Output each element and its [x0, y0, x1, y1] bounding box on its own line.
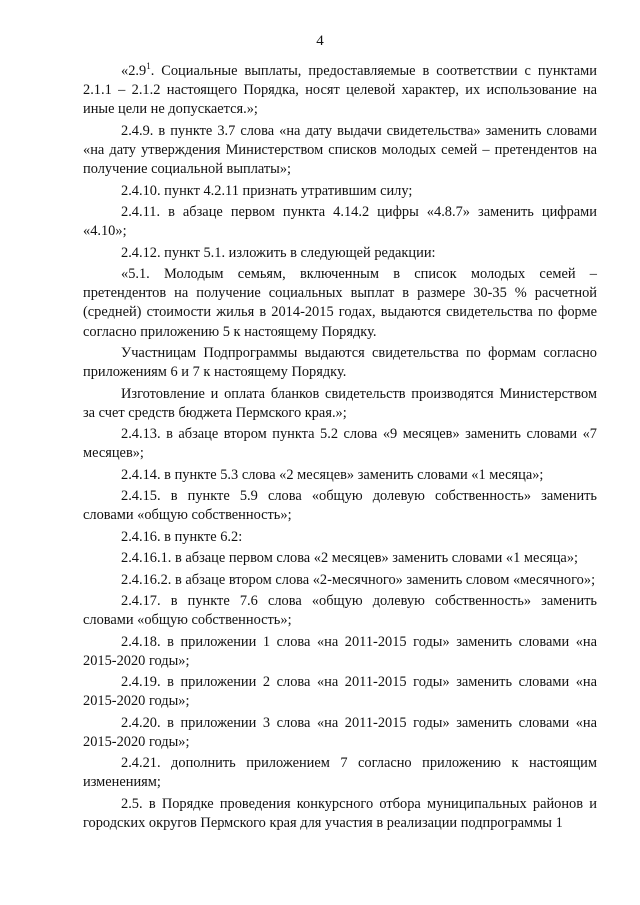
paragraph-2-4-16: 2.4.16. в пункте 6.2: — [121, 528, 243, 545]
paragraph-2-4-19: 2.4.19. в приложении 2 слова «на 2011-2015 годы» заменить словами «на 2015-2020 годы»; — [83, 674, 597, 710]
paragraph-2-4-13: 2.4.13. в абзаце втором пункта 5.2 слова «9 месяцев» заменить словами «7 месяцев»; — [83, 426, 597, 462]
paragraph-2-4-21: 2.4.21. дополнить приложением 7 согласно приложению к настоящим изменениям; — [83, 755, 597, 791]
paragraph-blanks: Изготовление и оплата бланков свидетельств производятся Министерством за счет средств бюджета Пермского края.»; — [83, 385, 597, 421]
paragraph-2-4-17: 2.4.17. в пункте 7.6 слова «общую долевую собственность» заменить словами «общую собственность»; — [83, 592, 597, 629]
paragraph-2-4-10: 2.4.10. пункт 4.2.11 признать утратившим силу; — [121, 182, 413, 199]
document-body — [83, 62, 597, 835]
paragraph-2-4-14: 2.4.14. в пункте 5.3 слова «2 месяцев» заменить словами «1 месяца»; — [121, 466, 544, 483]
paragraph-2-9-1: «$2.9^1$. Социальные выплаты, предоставляемые в соответствии с пунктами 2.1.1 – 2.1.2 настоящего Порядка, носят целевой характер, их использование на иные цели не допускается.»; — [83, 61, 597, 118]
paragraph-2-4-18: 2.4.18. в приложении 1 слова «на 2011-2015 годы» заменить словами «на 2015-2020 годы»; — [83, 633, 597, 669]
paragraph-2-4-12: 2.4.12. пункт 5.1. изложить в следующей редакции: — [121, 244, 436, 261]
paragraph-participants: Участницам Подпрограммы выдаются свидетельства по формам согласно приложениям 6 и 7 к настоящему Порядку. — [83, 344, 597, 381]
paragraph-2-4-16-1: 2.4.16.1. в абзаце первом слова «2 месяцев» заменить словами «1 месяца»; — [121, 550, 579, 567]
paragraph-2-4-11: 2.4.11. в абзаце первом пункта 4.14.2 цифры «4.8.7» заменить цифрами «4.10»; — [83, 203, 597, 240]
paragraph-2-4-15: 2.4.15. в пункте 5.9 слова «общую долевую собственность» заменить словами «общую собственность»; — [83, 488, 597, 524]
paragraph-2-5: 2.5. в Порядке проведения конкурсного отбора муниципальных районов и городских округов Пермского края для участия в реализации подпрограммы 1 — [83, 795, 597, 832]
paragraph-2-4-16-2: 2.4.16.2. в абзаце втором слова «2-месячного» заменить словом «месячного»; — [121, 571, 596, 588]
paragraph-5-1: «5.1. Молодым семьям, включенным в список молодых семей – претендентов на получение социальных выплат в размере 30-35 % расчетной (средней) стоимости жилья в 2014-2015 годах, выдаются свидетельства по форме согласно приложению 5 к настоящему Порядку. — [83, 265, 597, 340]
page-number: 4 — [316, 33, 324, 49]
paragraph-2-4-20: 2.4.20. в приложении 3 слова «на 2011-2015 годы» заменить словами «на 2015-2020 годы»; — [83, 714, 597, 750]
paragraph-2-4-9: 2.4.9. в пункте 3.7 слова «на дату выдачи свидетельства» заменить словами «на дату утверждения Министерством списков молодых семей – претендентов на получение социальной выплаты»; — [83, 122, 597, 178]
